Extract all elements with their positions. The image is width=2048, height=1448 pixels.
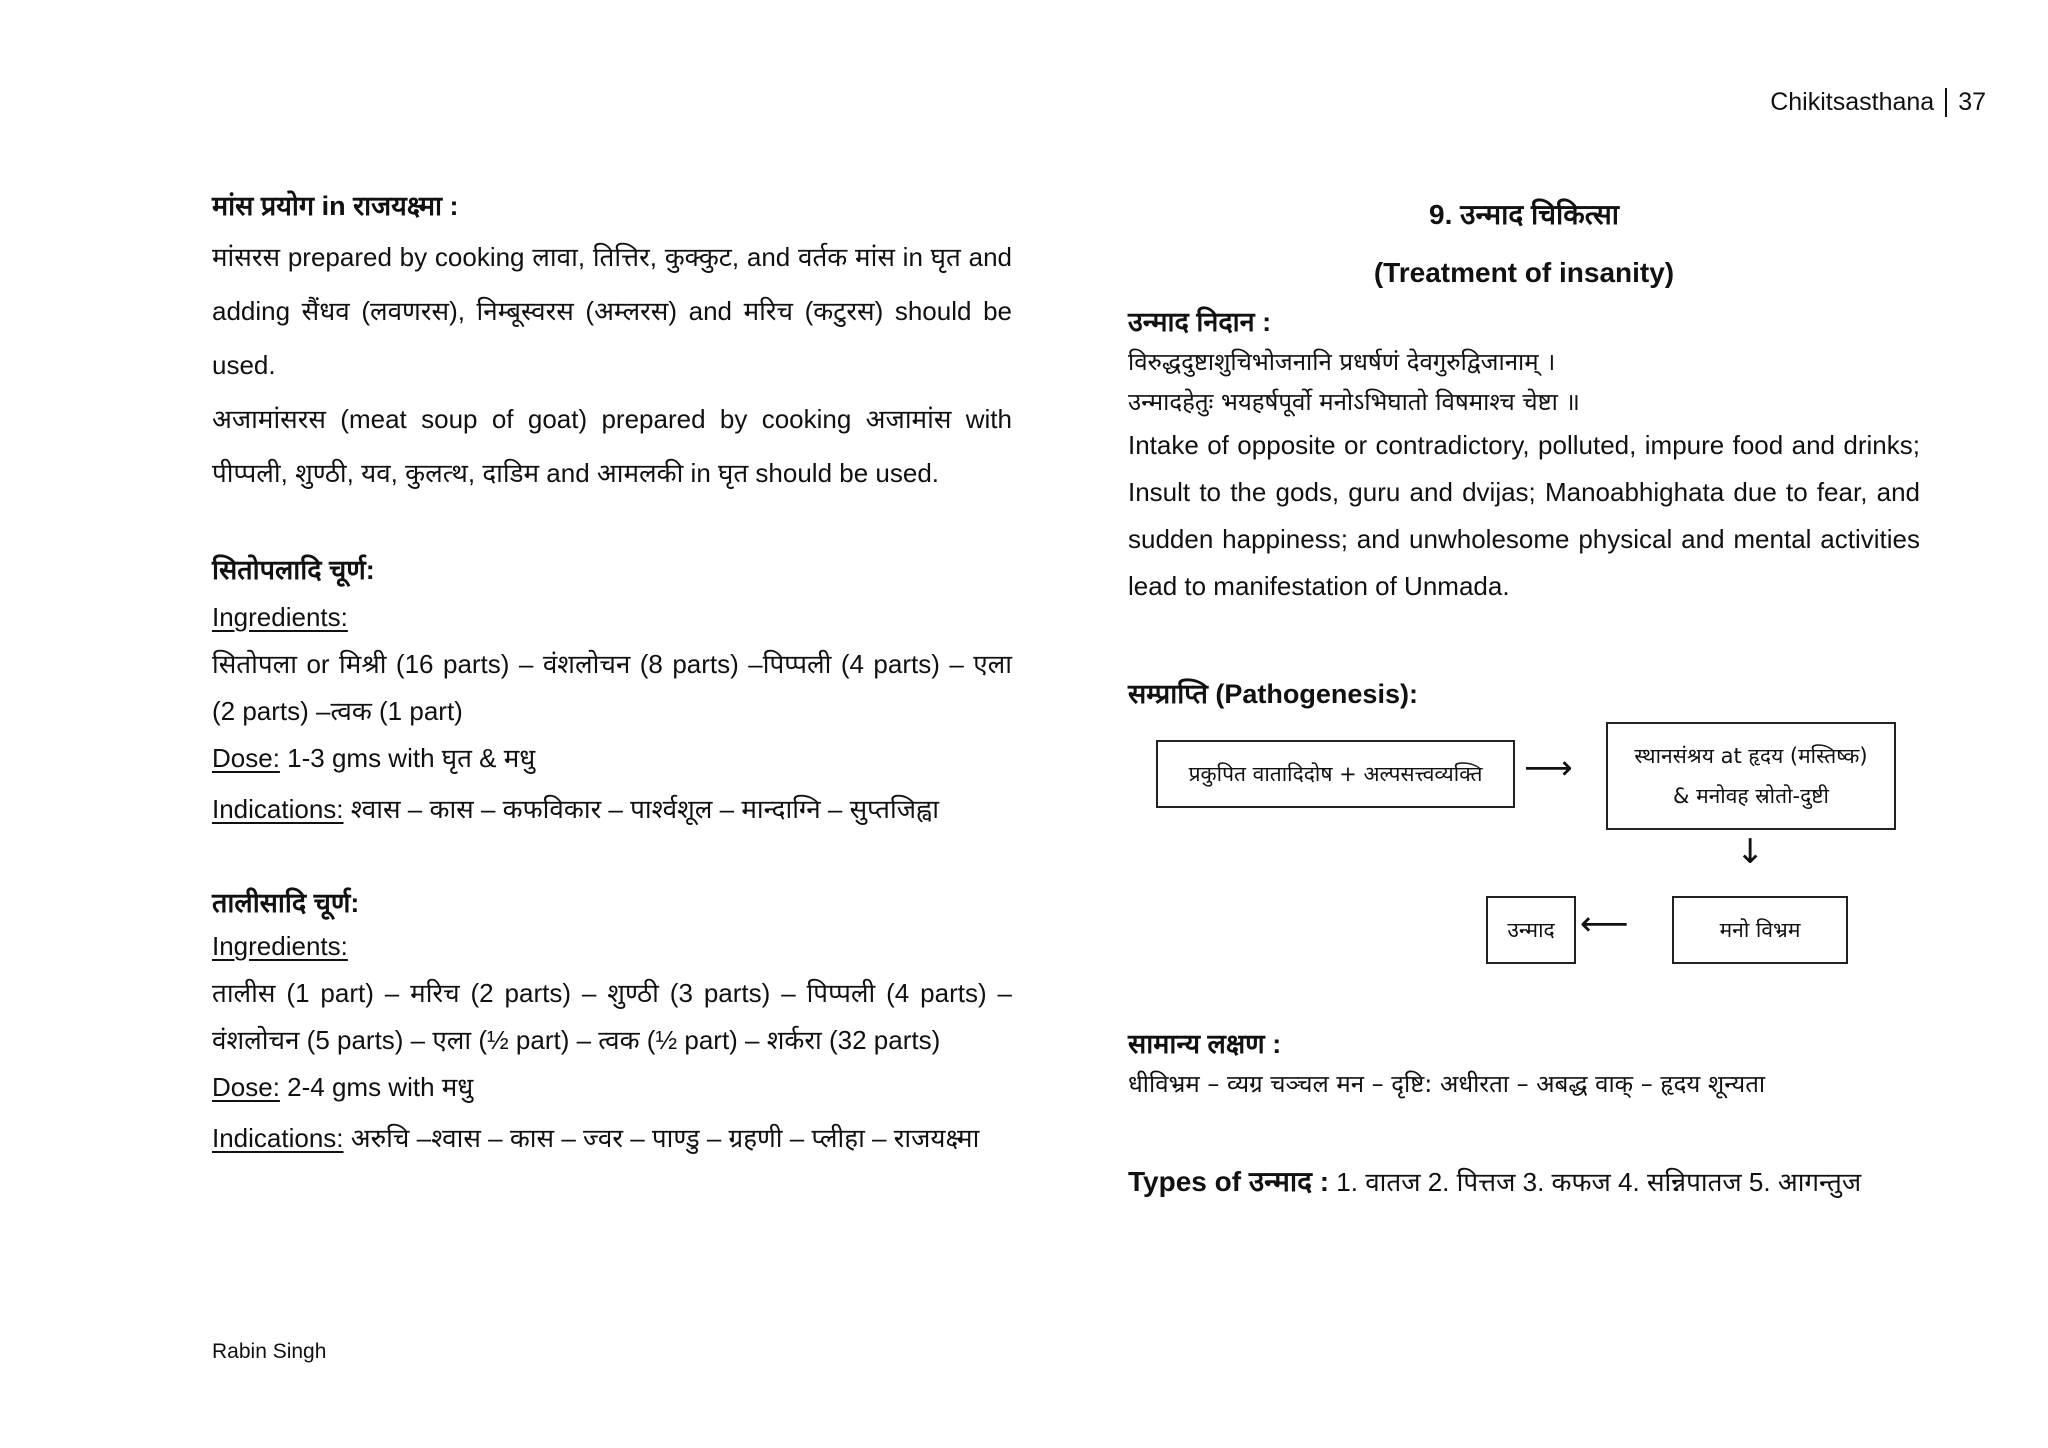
sitopaladi-indications: Indications: श्वास – कास – कफविकार – पार्श्वशूल – मान्दाग्नि – सुप्तजिह्वा xyxy=(212,794,939,824)
nidana-heading: उन्माद निदान : xyxy=(1128,307,1272,337)
flow-arrow-left: ⟵ xyxy=(1580,904,1629,944)
flow-arrow-down: ↓ xyxy=(1736,832,1765,872)
mamsa-paragraph-1: मांसरस prepared by cooking लावा, तित्तिर, कुक्कुट, and वर्तक मांस in घृत and adding सैंधव (लवणरस), निम्बूस्वरस (अम्लरस) and मरिच (कटुरस) should be used. xyxy=(212,242,1012,380)
flow-arrow-right: ⟶ xyxy=(1524,748,1573,788)
talisadi-heading: तालीसादि चूर्ण: xyxy=(212,888,360,918)
chapter-title: 9. उन्माद चिकित्सा xyxy=(1429,199,1619,230)
nidana-shloka-line-2: उन्मादहेतुः भयहर्षपूर्वो मनोऽभिघातो विषमाश्च चेष्टा ॥ xyxy=(1128,388,1580,416)
flow-box-prakupita-dosha: प्रकुपित वातादिदोष + अल्पसत्त्वव्यक्ति xyxy=(1156,740,1515,808)
running-head xyxy=(1770,88,1986,117)
flow-box-unmada: उन्माद xyxy=(1486,896,1576,964)
page-number: 37 xyxy=(1958,88,1986,116)
samprapti-flow-diagram xyxy=(1128,718,1920,988)
talisadi-dose: Dose: 2-4 gms with मधु xyxy=(212,1072,474,1102)
mamsa-heading: मांस प्रयोग in राजयक्ष्मा : xyxy=(212,191,459,221)
right-column xyxy=(1128,186,1920,1202)
lakshana-heading: सामान्य लक्षण : xyxy=(1128,1029,1282,1059)
nidana-shloka-line-1: विरुद्धदुष्टाशुचिभोजनानि प्रधर्षणं देवगुरुद्विजानाम् । xyxy=(1128,348,1556,376)
talisadi-ingredients: तालीस (1 part) – मरिच (2 parts) – शुण्ठी (3 parts) – पिप्पली (4 parts) – वंशलोचन (5 parts) – एला (½ part) – त्वक (½ part) – शर्करा (32 parts) xyxy=(212,978,1012,1055)
chapter-subtitle: (Treatment of insanity) xyxy=(1373,257,1675,288)
sitopaladi-ingredients-label: Ingredients: xyxy=(212,602,348,632)
footer-author: Rabin Singh xyxy=(212,1340,327,1363)
running-head-title: Chikitsasthana xyxy=(1770,88,1947,117)
mamsa-paragraph-2: अजामांसरस (meat soup of goat) prepared by cooking अजामांस with पीप्पली, शुण्ठी, यव, कुलत्थ, दाडिम and आमलकी in घृत should be used. xyxy=(212,404,1012,488)
flow-box-mano-vibhrama: मनो विभ्रम xyxy=(1672,896,1848,964)
nidana-text: Intake of opposite or contradictory, polluted, impure food and drinks; Insult to the gods, guru and dvijas; Manoabhighata due to fear, and sudden happiness; and unwholesome physical and mental activities lead to manifestation of Unmada. xyxy=(1128,430,1920,601)
sitopaladi-dose: Dose: 1-3 gms with घृत & मधु xyxy=(212,743,536,773)
talisadi-ingredients-label: Ingredients: xyxy=(212,931,348,961)
samprapti-heading: सम्प्राप्ति (Pathogenesis): xyxy=(1128,679,1418,709)
left-column xyxy=(212,186,1012,1162)
types-of-unmada: Types of उन्माद : 1. वातज 2. पित्तज 3. कफज 4. सन्निपातज 5. आगन्तुज xyxy=(1128,1166,1862,1197)
sitopaladi-heading: सितोपलादि चूर्ण: xyxy=(212,555,375,585)
talisadi-indications: Indications: अरुचि –श्वास – कास – ज्वर – पाण्डु – ग्रहणी – प्लीहा – राजयक्ष्मा xyxy=(212,1123,980,1153)
flow-box-sthanasamshraya: स्थानसंश्रय at हृदय (मस्तिष्क) & मनोवह स्रोतो-दुष्टी xyxy=(1606,722,1896,830)
lakshana-text: धीविभ्रम – व्यग्र चञ्चल मन – दृष्टि: अधीरता – अबद्ध वाक् – हृदय शून्यता xyxy=(1128,1070,1766,1098)
sitopaladi-ingredients: सितोपला or मिश्री (16 parts) – वंशलोचन (8 parts) –पिप्पली (4 parts) – एला (2 parts) –त्वक (1 part) xyxy=(212,649,1012,726)
